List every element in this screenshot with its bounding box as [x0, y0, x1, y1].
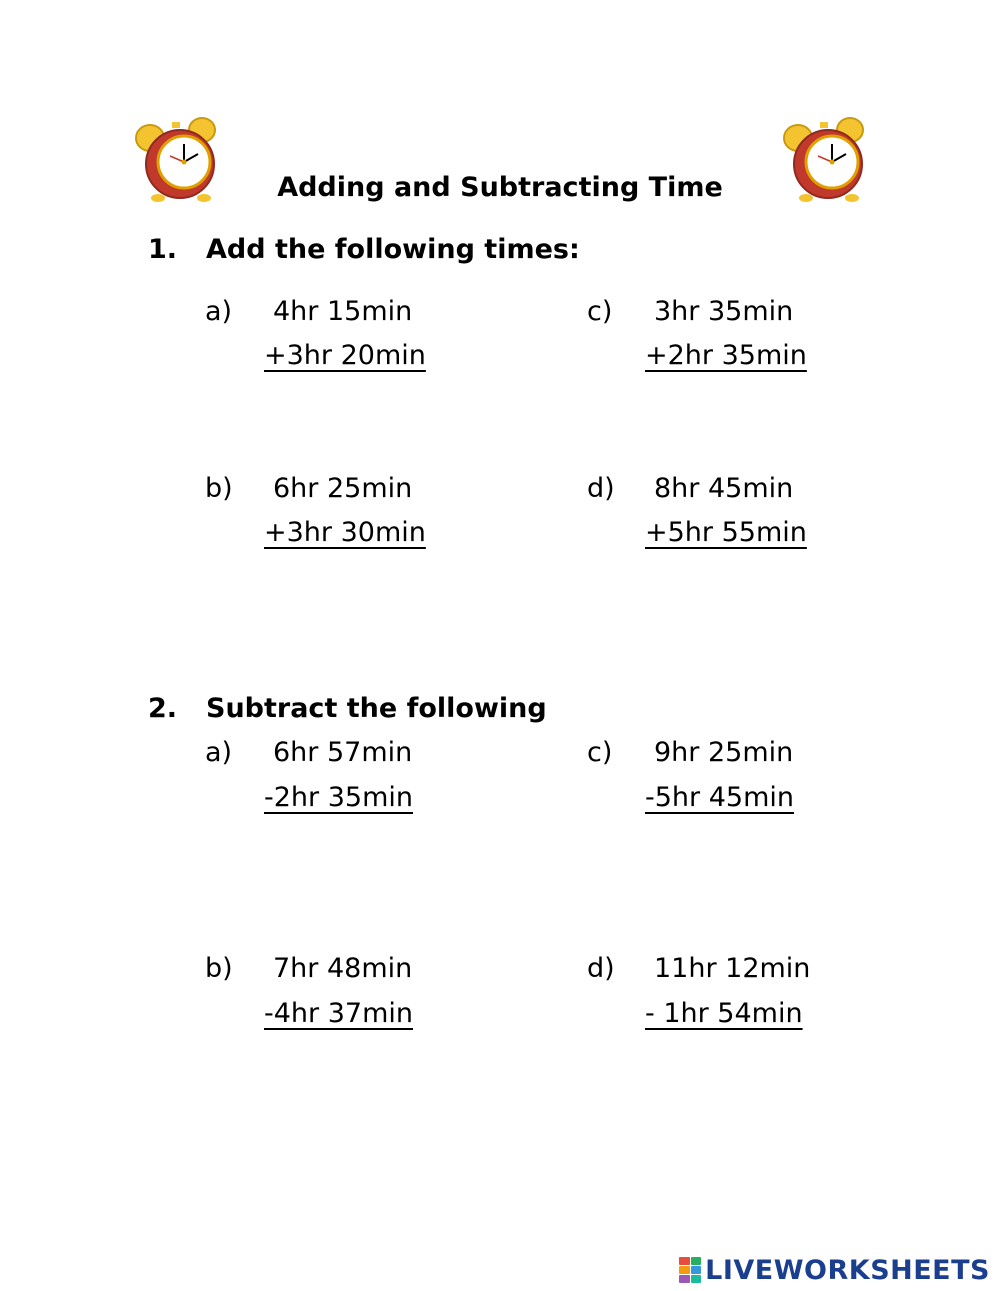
problem-label: a)	[205, 296, 233, 327]
problem-operand-underlined: -5hr 45min	[645, 782, 794, 813]
problem-operand: 8hr 45min	[654, 473, 794, 504]
section-heading: Add the following times:	[206, 234, 580, 265]
problem-operand: 7hr 48min	[273, 953, 413, 984]
problem-operand-underlined: +2hr 35min	[645, 340, 807, 371]
problem-operand: 6hr 25min	[273, 473, 413, 504]
problem-operand-underlined: - 1hr 54min	[645, 998, 803, 1029]
problem-operand-underlined: +3hr 20min	[264, 340, 426, 371]
section-heading: Subtract the following	[206, 693, 547, 724]
problem-operand-underlined: -4hr 37min	[264, 998, 413, 1029]
brand-logo[interactable]	[679, 1252, 990, 1288]
problem-label: d)	[587, 953, 615, 984]
section-number: 2.	[148, 693, 178, 724]
problem-label: c)	[587, 296, 613, 327]
problem-operand: 3hr 35min	[654, 296, 794, 327]
problem-operand-underlined: -2hr 35min	[264, 782, 413, 813]
brand-blocks-icon	[679, 1257, 701, 1283]
section-number: 1.	[148, 234, 178, 265]
problem-operand: 11hr 12min	[654, 953, 811, 984]
problem-label: b)	[205, 473, 233, 504]
page-title: Adding and Subtracting Time	[277, 172, 723, 203]
problem-operand: 9hr 25min	[654, 737, 794, 768]
problem-operand-underlined: +3hr 30min	[264, 517, 426, 548]
problem-label: c)	[587, 737, 613, 768]
problem-label: d)	[587, 473, 615, 504]
brand-name: LIVEWORKSHEETS	[705, 1254, 990, 1286]
problem-label: b)	[205, 953, 233, 984]
problem-label: a)	[205, 737, 233, 768]
problem-operand: 6hr 57min	[273, 737, 413, 768]
problem-operand-underlined: +5hr 55min	[645, 517, 807, 548]
problem-operand: 4hr 15min	[273, 296, 413, 327]
